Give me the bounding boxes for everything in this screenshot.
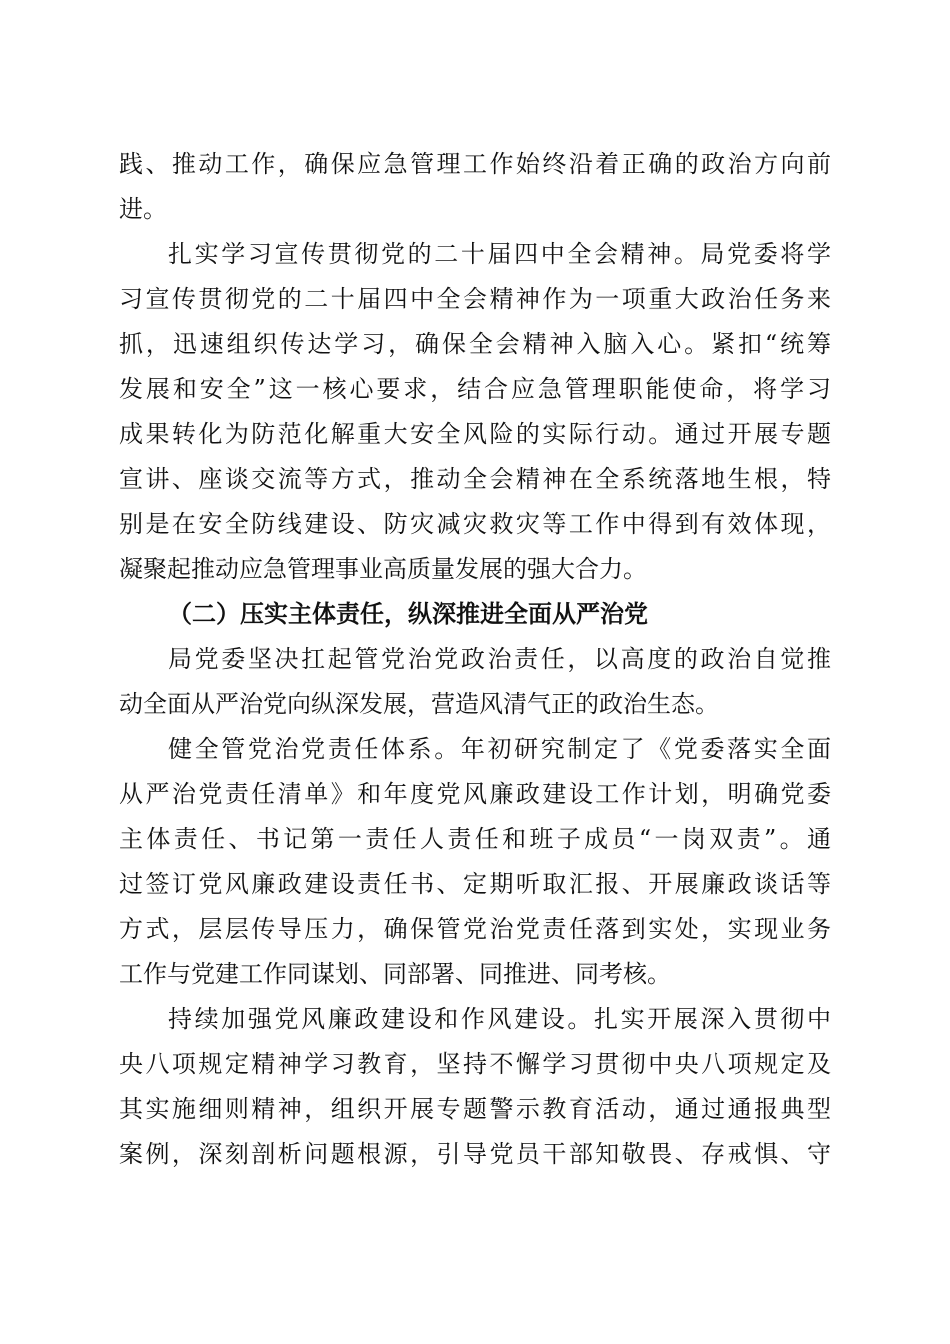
text-line: 发展和安全”这一核心要求，结合应急管理职能使命，将学习: [119, 375, 831, 403]
text-line: 成果转化为防范化解重大安全风险的实际行动。通过开展专题: [119, 420, 831, 448]
paragraph-first-line: 局党委坚决扛起管党治党政治责任，以高度的政治自觉推: [168, 645, 831, 673]
text-line: 央八项规定精神学习教育，坚持不懈学习贯彻中央八项规定及: [119, 1050, 831, 1078]
text-line: 进。: [119, 195, 167, 223]
section-heading: （二）压实主体责任，纵深推进全面从严治党: [168, 599, 648, 628]
text-line: 主体责任、书记第一责任人责任和班子成员“一岗双责”。通: [119, 825, 831, 853]
text-line: 从严治党责任清单》和年度党风廉政建设工作计划，明确党委: [119, 780, 831, 808]
paragraph-first-line: 扎实学习宣传贯彻党的二十届四中全会精神。局党委将学: [168, 240, 831, 268]
text-line: 方式，层层传导压力，确保管党治党责任落到实处，实现业务: [119, 915, 831, 943]
text-line: 工作与党建工作同谋划、同部署、同推进、同考核。: [119, 960, 671, 988]
text-line: 践、推动工作，确保应急管理工作始终沿着正确的政治方向前: [119, 150, 831, 178]
text-line: 动全面从严治党向纵深发展，营造风清气正的政治生态。: [119, 690, 719, 718]
text-line: 过签订党风廉政建设责任书、定期听取汇报、开展廉政谈话等: [119, 870, 831, 898]
paragraph-first-line: 健全管党治党责任体系。年初研究制定了《党委落实全面: [168, 735, 831, 763]
text-line: 案例，深刻剖析问题根源，引导党员干部知敬畏、存戒惧、守: [119, 1140, 831, 1168]
paragraph-first-line: 持续加强党风廉政建设和作风建设。扎实开展深入贯彻中: [168, 1005, 831, 1033]
text-line: 其实施细则精神，组织开展专题警示教育活动，通过通报典型: [119, 1095, 831, 1123]
text-line: 凝聚起推动应急管理事业高质量发展的强大合力。: [119, 555, 647, 583]
text-line: 宣讲、座谈交流等方式，推动全会精神在全系统落地生根，特: [119, 465, 831, 493]
text-line: 抓，迅速组织传达学习，确保全会精神入脑入心。紧扣“统筹: [119, 330, 831, 358]
text-line: 别是在安全防线建设、防灾减灾救灾等工作中得到有效体现，: [119, 510, 831, 538]
text-line: 习宣传贯彻党的二十届四中全会精神作为一项重大政治任务来: [119, 285, 831, 313]
